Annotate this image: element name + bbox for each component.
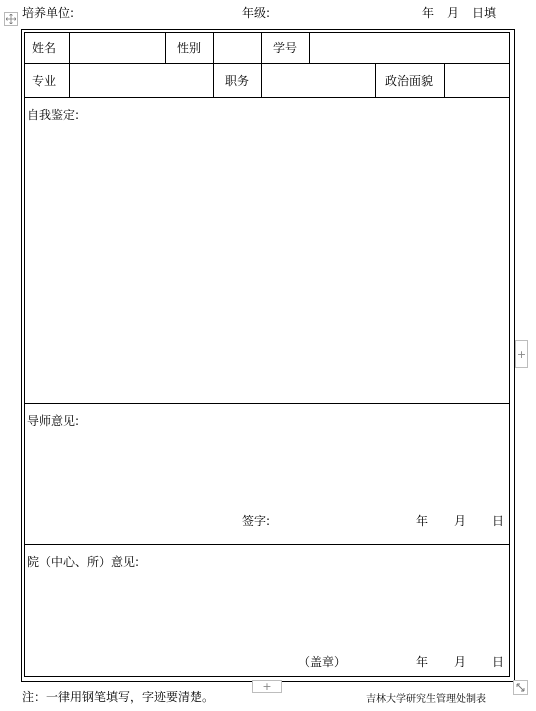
row-divider xyxy=(24,403,510,404)
name-field[interactable] xyxy=(70,33,164,62)
advisor-signature-label: 签字: xyxy=(242,514,271,528)
date-day-label: 日填 xyxy=(472,6,497,20)
major-field[interactable] xyxy=(70,64,212,96)
training-unit-label: 培养单位: xyxy=(22,6,75,20)
col-divider xyxy=(261,32,262,63)
college-month-label: 月 xyxy=(454,655,467,669)
college-year-label: 年 xyxy=(416,655,429,669)
position-field[interactable] xyxy=(262,64,374,96)
political-status-field[interactable] xyxy=(445,64,509,96)
college-opinion-label: 院（中心、所）意见: xyxy=(27,555,140,569)
seal-label: （盖章） xyxy=(298,655,347,669)
advisor-opinion-area[interactable] xyxy=(25,430,509,510)
footer-maker: 吉林大学研究生管理处制表 xyxy=(366,694,486,705)
table-move-handle-icon[interactable] xyxy=(4,12,18,26)
advisor-opinion-label: 导师意见: xyxy=(27,414,80,428)
date-year-label: 年 xyxy=(422,6,435,20)
self-evaluation-area[interactable] xyxy=(25,124,509,401)
gender-label: 性别 xyxy=(177,41,202,55)
name-label: 姓名 xyxy=(32,41,57,55)
row-divider xyxy=(24,97,510,98)
date-month-label: 月 xyxy=(447,6,460,20)
add-column-button[interactable]: + xyxy=(515,340,528,368)
major-label: 专业 xyxy=(32,74,57,88)
row-divider xyxy=(24,544,510,545)
student-id-field[interactable] xyxy=(310,33,509,62)
advisor-month-label: 月 xyxy=(454,514,467,528)
gender-field[interactable] xyxy=(214,33,260,62)
col-divider xyxy=(375,63,376,97)
position-label: 职务 xyxy=(225,74,250,88)
add-row-button[interactable]: + xyxy=(252,680,282,693)
student-id-label: 学号 xyxy=(273,41,298,55)
col-divider xyxy=(165,32,166,63)
self-evaluation-label: 自我鉴定: xyxy=(27,108,80,122)
grade-label: 年级: xyxy=(242,6,271,20)
advisor-year-label: 年 xyxy=(416,514,429,528)
col-divider xyxy=(213,63,214,97)
footer-note: 注：一律用钢笔填写，字迹要清楚。 xyxy=(22,690,215,704)
college-opinion-area[interactable] xyxy=(25,571,509,649)
political-status-label: 政治面貌 xyxy=(385,74,434,88)
college-day-label: 日 xyxy=(492,655,505,669)
advisor-day-label: 日 xyxy=(492,514,505,528)
table-resize-handle-icon[interactable] xyxy=(513,680,528,695)
